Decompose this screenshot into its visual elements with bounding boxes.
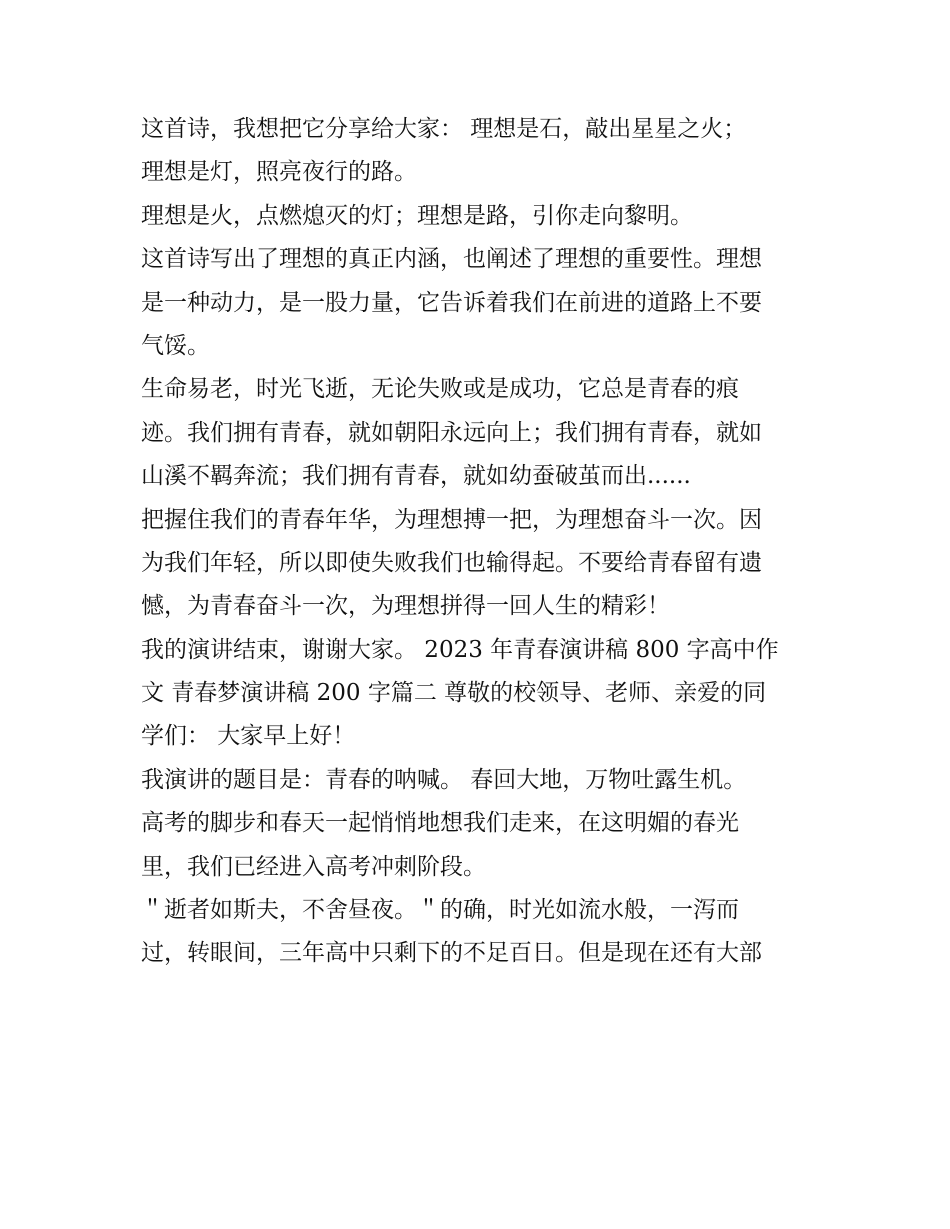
- document-body: [141, 108, 821, 976]
- text-line: 理想是灯，照亮夜行的路。: [141, 159, 417, 186]
- text-line: 把握住我们的青春年华，为理想搏一把，为理想奋斗一次。因: [141, 506, 762, 533]
- text-line: 过，转眼间，三年高中只剩下的不足百日。但是现在还有大部: [141, 940, 762, 967]
- text-line: 理想是火，点燃熄灭的灯；理想是路，引你走向黎明。: [141, 202, 693, 229]
- text-line: 是一种动力，是一股力量，它告诉着我们在前进的道路上不要: [141, 289, 762, 316]
- text-line: 学们： 大家早上好！: [141, 723, 356, 750]
- text-line: 气馁。: [141, 332, 210, 359]
- text-line: 文 青春梦演讲稿 200 字篇二 尊敬的校领导、老师、亲爱的同: [141, 680, 767, 707]
- text-line: 迹。我们拥有青春，就如朝阳永远向上；我们拥有青春，就如: [141, 419, 762, 446]
- text-line: 这首诗写出了理想的真正内涵，也阐述了理想的重要性。理想: [141, 246, 762, 273]
- text-line: 里，我们已经进入高考冲刺阶段。: [141, 853, 486, 880]
- text-line: 为我们年轻，所以即使失败我们也输得起。不要给青春留有遗: [141, 549, 762, 576]
- text-line: 山溪不羁奔流；我们拥有青春，就如幼蚕破茧而出......: [141, 463, 691, 490]
- text-line: ＂逝者如斯夫，不舍昼夜。＂的确，时光如流水般，一泻而: [141, 897, 739, 924]
- text-line: 我的演讲结束，谢谢大家。 2023 年青春演讲稿 800 字高中作: [141, 636, 779, 663]
- text-line: 生命易老，时光飞逝，无论失败或是成功，它总是青春的痕: [141, 376, 739, 403]
- text-line: 这首诗，我想把它分享给大家： 理想是石，敲出星星之火；: [141, 116, 747, 142]
- text-line: 我演讲的题目是：青春的呐喊。 春回大地，万物吐露生机。: [141, 766, 747, 793]
- text-line: 憾，为青春奋斗一次，为理想拼得一回人生的精彩！: [141, 593, 670, 620]
- text-line: 高考的脚步和春天一起悄悄地想我们走来，在这明媚的春光: [141, 810, 739, 837]
